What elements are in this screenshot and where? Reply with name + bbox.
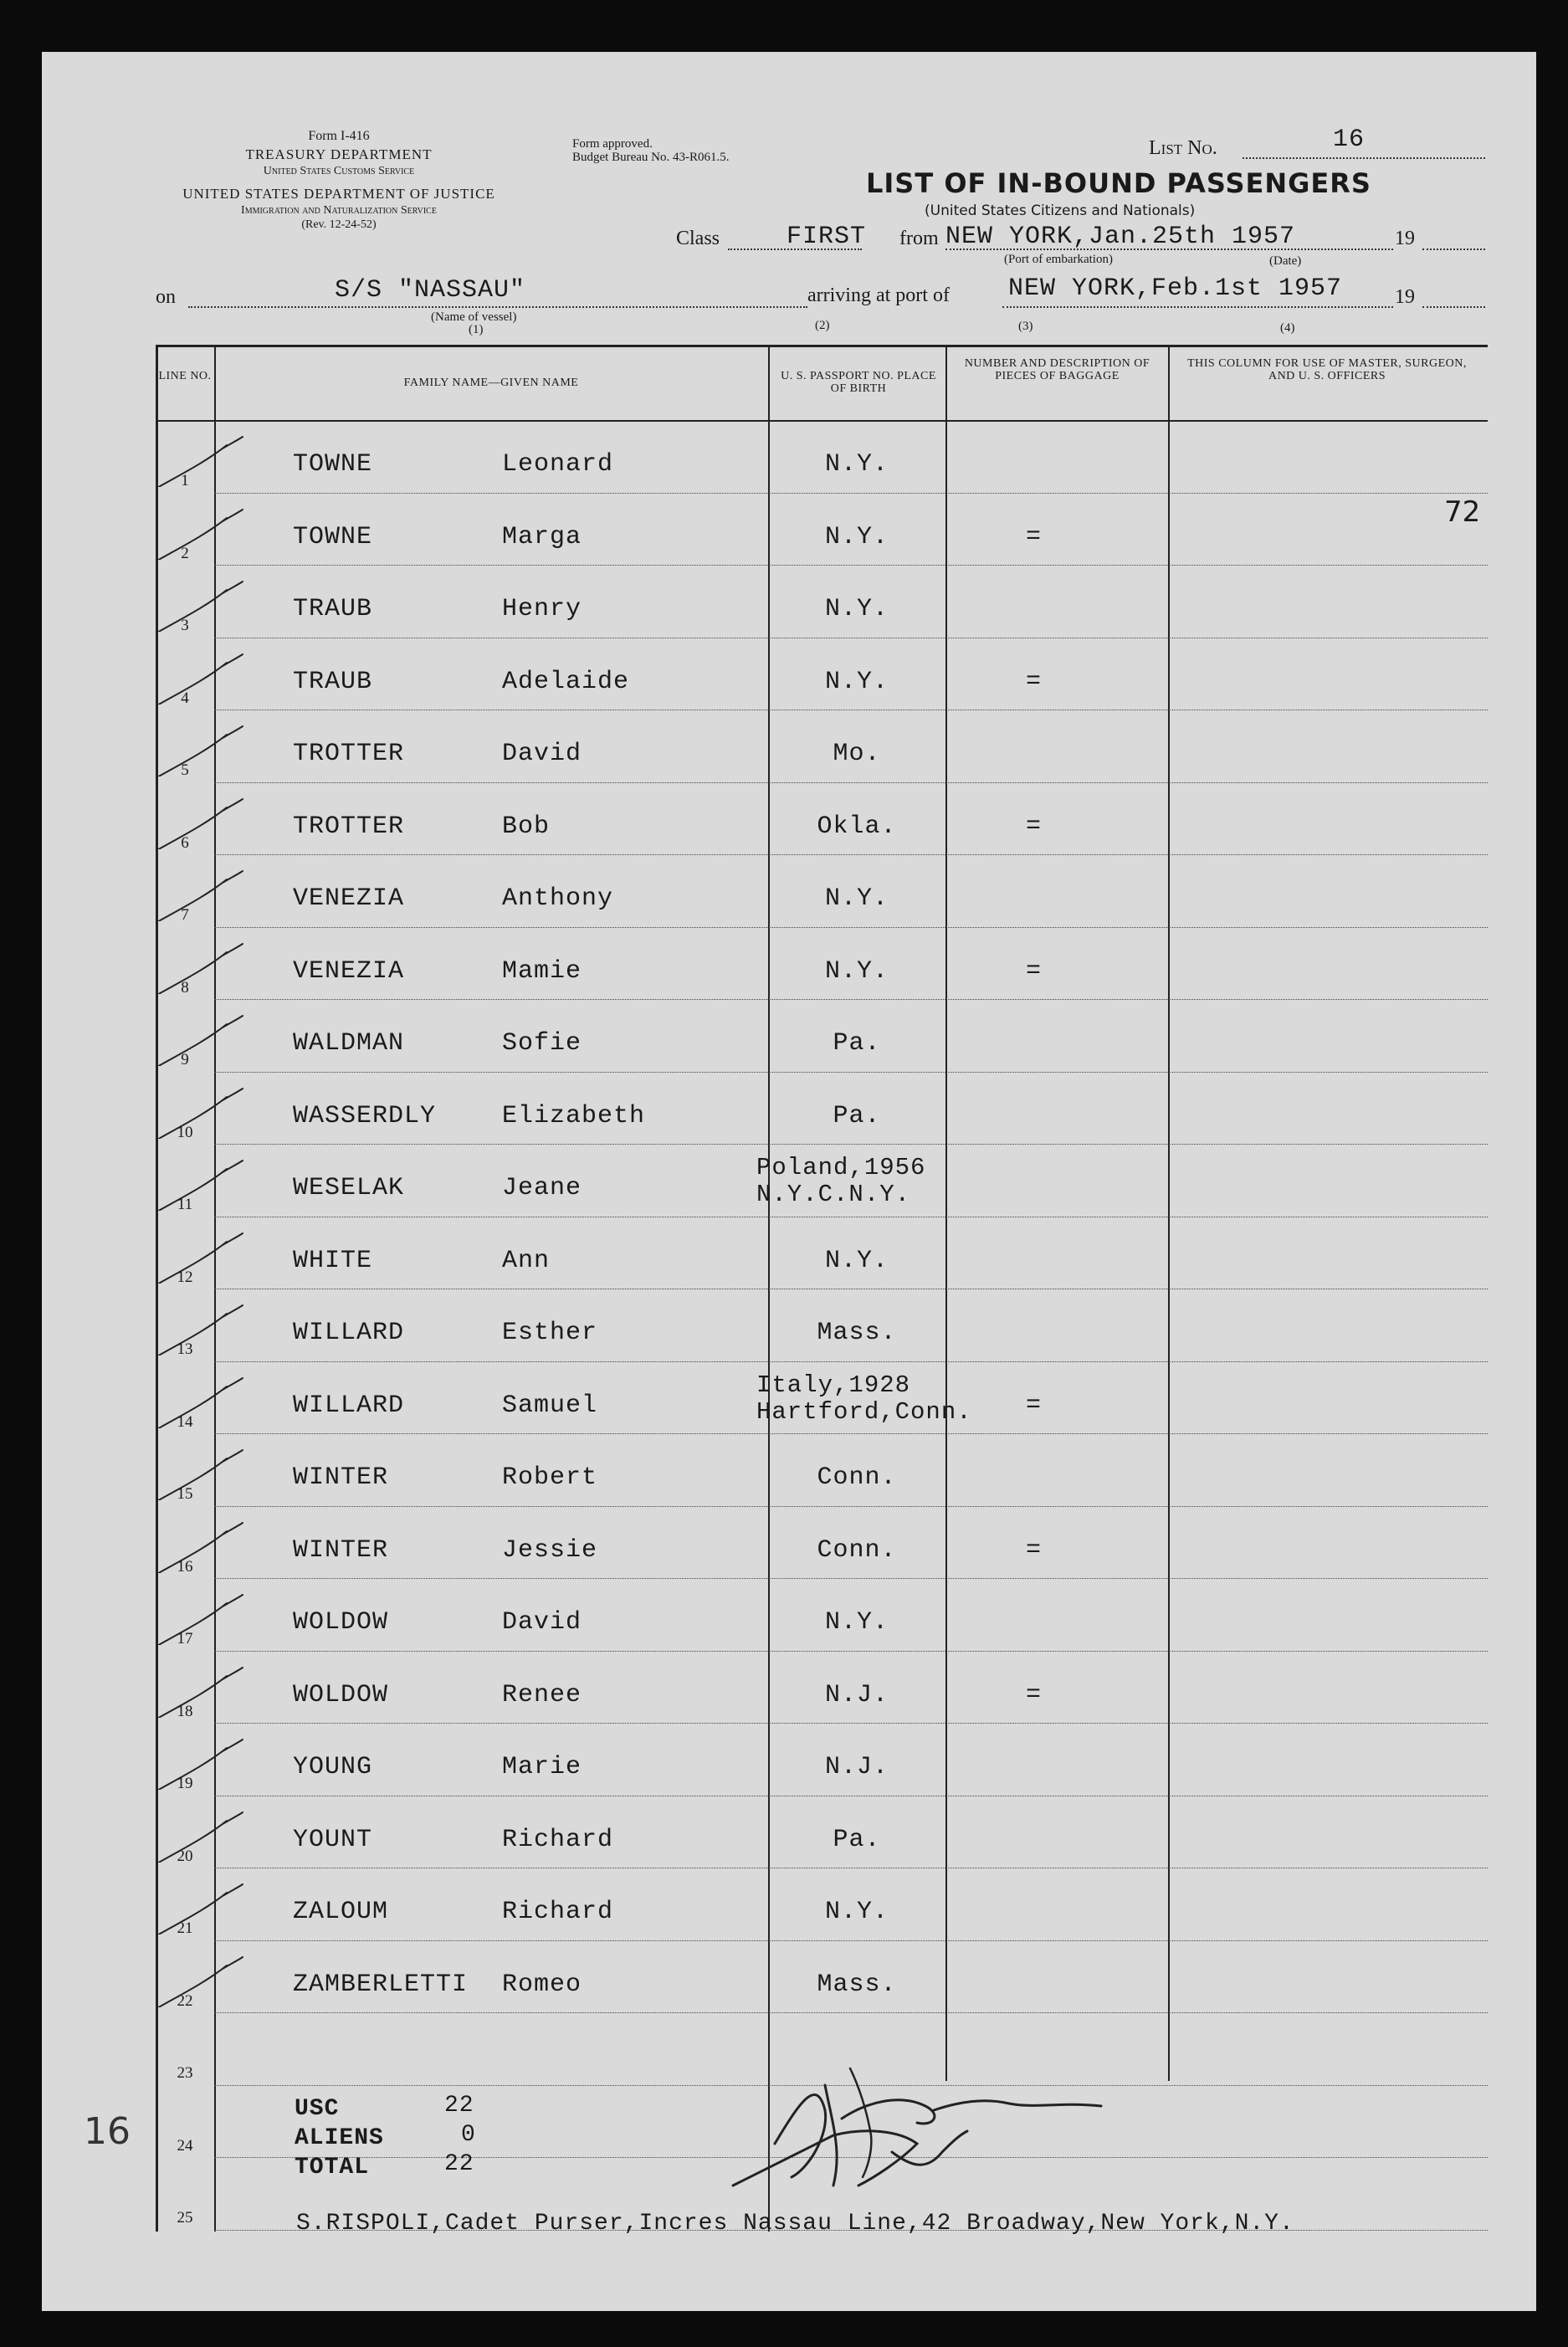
aliens-value: 0 [461, 2122, 476, 2148]
line-number: 20 [177, 1847, 193, 1865]
check-mark [147, 1152, 248, 1211]
birth-place: N.Y. [824, 450, 889, 479]
given-name: Sofie [502, 1029, 582, 1058]
family-name: VENEZIA [293, 956, 405, 986]
arriving-line [1002, 306, 1393, 308]
treasury-department: TREASURY DEPARTMENT [245, 146, 433, 162]
margin-note: 16 [84, 2110, 131, 2153]
birth-place: N.Y. [824, 595, 889, 623]
col-passport: U. S. PASSPORT NO. PLACE OF BIRTH [781, 370, 936, 395]
line-number: 11 [177, 1196, 193, 1213]
birth-place: N.J. [824, 1753, 889, 1781]
line-number: 25 [177, 2209, 193, 2227]
line-number: 18 [177, 1702, 193, 1720]
birth-place: N.J. [824, 1680, 889, 1709]
given-name: Esther [502, 1319, 598, 1347]
birth-place: Pa. [833, 1825, 881, 1854]
birth-place: Mo. [833, 740, 881, 768]
revision-date: (Rev. 12-24-52) [301, 218, 377, 231]
form-number: Form I-416 [308, 129, 370, 143]
footer-purser: S.RISPOLI,Cadet Purser,Incres Nassau Line,42 Broadway,New York,N.Y. [296, 2211, 1294, 2237]
caption-2: (2) [815, 319, 830, 332]
birth-place: Mass. [817, 1970, 897, 1999]
family-name: ZALOUM [293, 1898, 389, 1926]
col-baggage: NUMBER AND DESCRIPTION OF PIECES OF BAGGAGE [964, 357, 1150, 382]
vessel-name: S/S "NASSAU" [335, 276, 526, 305]
birth-place: N.Y. [824, 1608, 889, 1637]
family-name: ZAMBERLETTI [293, 1970, 469, 1999]
row-rule [214, 782, 1488, 783]
family-name: VENEZIA [293, 884, 405, 913]
arriving-label: arriving at port of [807, 284, 950, 306]
check-mark [147, 863, 248, 921]
from-label: from [899, 228, 939, 249]
birth-place-residence: N.Y.C.N.Y. [756, 1181, 911, 1208]
birth-place: N.Y. [824, 1898, 889, 1926]
date-caption: (Date) [1269, 254, 1302, 268]
vessel-line [188, 306, 807, 308]
year-suffix-1: 19 [1395, 228, 1415, 249]
check-mark [147, 718, 248, 776]
aliens-label: ALIENS [295, 2125, 384, 2151]
check-mark [147, 1659, 248, 1718]
given-name: Leonard [502, 450, 614, 479]
check-mark [147, 501, 248, 560]
given-name: Samuel [502, 1391, 598, 1420]
family-name: TRAUB [293, 667, 373, 696]
line-number: 15 [177, 1485, 193, 1503]
baggage-ditto: = [1026, 1391, 1043, 1420]
given-name: Ann [502, 1246, 551, 1275]
birth-place: Pa. [833, 1101, 881, 1130]
form-approved: Form approved. [572, 137, 653, 151]
row-rule [214, 999, 1488, 1000]
check-mark [147, 1876, 248, 1934]
birth-place: Pa. [833, 1029, 881, 1058]
family-name: WASSERDLY [293, 1101, 437, 1130]
family-name: WESELAK [293, 1174, 405, 1202]
check-mark [147, 1225, 248, 1284]
family-name: TOWNE [293, 522, 373, 551]
passenger-table [156, 345, 1488, 2237]
baggage-ditto: = [1026, 1680, 1043, 1709]
family-name: WILLARD [293, 1391, 405, 1420]
given-name: David [502, 1608, 582, 1637]
col-officers: THIS COLUMN FOR USE OF MASTER, SURGEON, AND U. S. OFFICERS [1187, 357, 1467, 382]
row-rule [214, 2012, 1488, 2013]
birth-place: N.Y. [824, 884, 889, 913]
row-rule [214, 1651, 1488, 1652]
signature [708, 2052, 1176, 2202]
caption-4: (4) [1280, 321, 1295, 335]
port-embarkation-caption: (Port of embarkation) [1004, 253, 1113, 266]
family-name: TROTTER [293, 740, 405, 768]
usc-label: USC [295, 2096, 340, 2122]
given-name: Henry [502, 595, 582, 623]
class-value: FIRST [787, 223, 867, 251]
caption-3: (3) [1018, 320, 1033, 333]
given-name: Marie [502, 1753, 582, 1781]
birth-place: N.Y. [824, 667, 889, 696]
row-rule [214, 1940, 1488, 1941]
row-rule [214, 1506, 1488, 1507]
family-name: YOUNG [293, 1753, 373, 1781]
given-name: Richard [502, 1825, 614, 1854]
baggage-ditto: = [1026, 812, 1043, 841]
given-name: Elizabeth [502, 1101, 646, 1130]
family-name: WOLDOW [293, 1608, 389, 1637]
row-rule [214, 1072, 1488, 1073]
given-name: Jessie [502, 1535, 598, 1565]
birth-place: Conn. [817, 1535, 897, 1565]
line-number: 5 [181, 761, 189, 779]
from-value: NEW YORK,Jan.25th 1957 [945, 223, 1296, 251]
line-number: 2 [181, 544, 189, 562]
family-name: WINTER [293, 1535, 389, 1565]
check-mark [147, 1586, 248, 1645]
given-name: David [502, 740, 582, 768]
row-rule [214, 854, 1488, 855]
birth-place-residence: Hartford,Conn. [756, 1397, 972, 1426]
family-name: WALDMAN [293, 1029, 405, 1058]
page-title: LIST OF IN-BOUND PASSENGERS [866, 167, 1371, 199]
given-name: Mamie [502, 956, 582, 986]
year-line-1 [1422, 249, 1485, 250]
line-number: 10 [177, 1123, 193, 1141]
birth-place-year: Italy,1928 [756, 1371, 911, 1399]
line-number: 22 [177, 1991, 193, 2010]
given-name: Marga [502, 522, 582, 551]
col-divider-passport [945, 345, 947, 2081]
row-rule [214, 1361, 1488, 1362]
line-number: 21 [177, 1919, 193, 1937]
baggage-ditto: = [1026, 667, 1043, 696]
check-mark [147, 1949, 248, 2007]
row-rule [214, 1578, 1488, 1579]
officer-note: 72 [1444, 495, 1481, 529]
header-rule [156, 420, 1488, 422]
check-mark [147, 1297, 248, 1355]
baggage-ditto: = [1026, 522, 1043, 551]
birth-place: Okla. [817, 812, 897, 841]
line-number: 12 [177, 1268, 193, 1286]
family-name: WILLARD [293, 1319, 405, 1347]
line-number: 23 [177, 2064, 193, 2082]
line-number: 6 [181, 833, 189, 852]
col-name: FAMILY NAME—GIVEN NAME [403, 377, 579, 389]
check-mark [147, 935, 248, 994]
family-name: YOUNT [293, 1825, 373, 1854]
check-mark [147, 573, 248, 632]
row-rule [214, 927, 1488, 928]
birth-place-year: Poland,1956 [756, 1154, 926, 1181]
birth-place: Mass. [817, 1319, 897, 1347]
budget-bureau: Budget Bureau No. 43-R061.5. [572, 151, 730, 164]
line-number: 7 [181, 906, 189, 924]
family-name: TROTTER [293, 812, 405, 841]
row-rule [214, 493, 1488, 494]
line-number: 19 [177, 1775, 193, 1792]
family-name: TOWNE [293, 450, 373, 479]
manifest-page [42, 52, 1536, 2311]
list-no-value: 16 [1333, 126, 1366, 154]
given-name: Robert [502, 1463, 598, 1492]
class-label: Class [676, 228, 720, 249]
baggage-ditto: = [1026, 956, 1043, 986]
line-number: 16 [177, 1557, 193, 1576]
line-number: 13 [177, 1340, 193, 1358]
given-name: Renee [502, 1680, 582, 1709]
given-name: Romeo [502, 1970, 582, 1999]
on-label: on [156, 286, 176, 308]
customs-service: United States Customs Service [263, 165, 415, 177]
family-name: WOLDOW [293, 1680, 389, 1709]
line-number: 24 [177, 2136, 193, 2155]
check-mark [147, 1514, 248, 1573]
check-mark [147, 1007, 248, 1066]
year-suffix-2: 19 [1395, 286, 1415, 308]
vessel-caption-num: (1) [469, 323, 484, 336]
given-name: Bob [502, 812, 551, 841]
check-mark [147, 646, 248, 705]
family-name: WHITE [293, 1246, 373, 1275]
line-number: 14 [177, 1412, 193, 1431]
check-mark [147, 428, 248, 487]
line-number: 1 [181, 472, 189, 489]
page-subtitle: (United States Citizens and Nationals) [925, 202, 1196, 219]
check-mark [147, 1442, 248, 1500]
baggage-ditto: = [1026, 1535, 1043, 1565]
birth-place: N.Y. [824, 1246, 889, 1275]
total-label: TOTAL [295, 2155, 370, 2180]
given-name: Richard [502, 1898, 614, 1926]
check-mark [147, 1080, 248, 1139]
line-number: 8 [181, 978, 189, 997]
justice-department: UNITED STATES DEPARTMENT OF JUSTICE [182, 186, 495, 202]
check-mark [147, 1731, 248, 1790]
family-name: WINTER [293, 1463, 389, 1492]
list-no-line [1243, 157, 1485, 159]
birth-place: N.Y. [824, 956, 889, 986]
check-mark [147, 1804, 248, 1863]
check-mark [147, 791, 248, 849]
given-name: Adelaide [502, 667, 630, 696]
year-line-2 [1422, 306, 1485, 308]
line-number: 17 [177, 1630, 193, 1648]
family-name: TRAUB [293, 595, 373, 623]
row-rule [214, 565, 1488, 566]
list-no-label: List No. [1149, 137, 1217, 159]
total-value: 22 [444, 2151, 474, 2177]
birth-place: N.Y. [824, 522, 889, 551]
row-rule [214, 1723, 1488, 1724]
given-name: Anthony [502, 884, 614, 913]
birth-place: Conn. [817, 1463, 897, 1492]
col-line-no: LINE NO. [158, 370, 212, 382]
usc-value: 22 [444, 2093, 474, 2119]
row-rule [214, 1144, 1488, 1145]
line-number: 4 [181, 689, 189, 707]
row-rule [214, 1433, 1488, 1434]
vessel-caption: (Name of vessel) [431, 310, 517, 324]
col-divider-baggage [1168, 345, 1170, 2081]
check-mark [147, 1370, 248, 1428]
given-name: Jeane [502, 1174, 582, 1202]
immigration-service: Immigration and Naturalization Service [241, 204, 437, 217]
line-number: 9 [181, 1051, 189, 1068]
arriving-value: NEW YORK,Feb.1st 1957 [1008, 274, 1343, 303]
line-number: 3 [181, 617, 189, 634]
